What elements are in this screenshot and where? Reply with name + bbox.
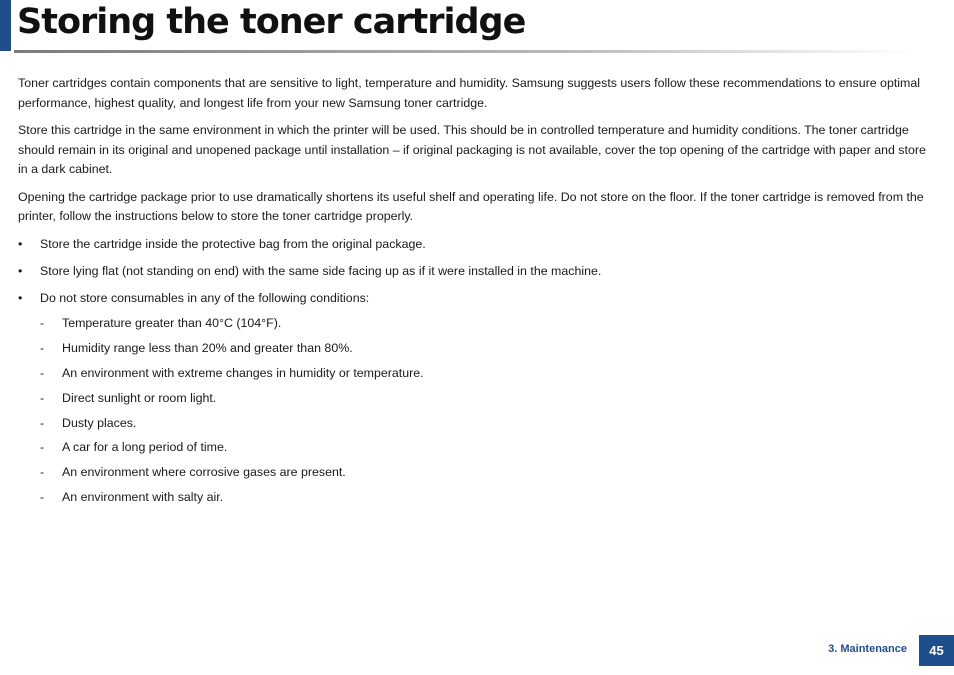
title-underline: [14, 50, 914, 53]
list-item: [40, 414, 936, 434]
list-item: [40, 339, 936, 359]
list-item-text: Store lying flat (not standing on end) with the same side facing up as if it were installed in the machine.: [40, 263, 602, 278]
footer-section-link[interactable]: 3. Maintenance: [828, 643, 907, 655]
dash-marker: -: [40, 465, 45, 480]
page-number-badge: 45: [919, 635, 954, 666]
bullet-marker: •: [18, 263, 23, 278]
storage-environment-paragraph: Store this cartridge in the same environment in which the printer will be used. This should be in controlled temperature and humidity conditions. The toner cartridge should remain in its original and unopened package until installation – if original packaging is not available, cover the top opening of the cartridge with paper and store in a dark cabinet.: [18, 123, 926, 176]
list-item-text: Dusty places.: [62, 415, 137, 430]
list-item-text: Humidity range less than 20% and greater than 80%.: [62, 340, 353, 355]
dash-marker: -: [40, 390, 45, 405]
list-item-text: Temperature greater than 40°C (104°F).: [62, 316, 282, 330]
list-item: [40, 488, 936, 508]
dash-marker: -: [40, 415, 45, 430]
dash-marker: -: [40, 340, 45, 355]
storage-instructions-list: [18, 235, 936, 508]
bullet-marker: •: [18, 290, 23, 305]
dash-marker: -: [40, 316, 45, 330]
dash-marker: -: [40, 365, 45, 380]
list-item-text: An environment where corrosive gases are present.: [62, 465, 346, 480]
dash-marker: -: [40, 440, 45, 455]
intro-paragraph: Toner cartridges contain components that are sensitive to light, temperature and humidity. Samsung suggests users follow these recommendations to ensure optimal performance, highest quality, and longest life from your new Samsung toner cartridge.: [18, 76, 921, 110]
storage-conditions-list: [40, 314, 936, 508]
list-item: [18, 235, 936, 255]
list-item-text: Do not store consumables in any of the following conditions:: [40, 290, 370, 305]
title-accent-bar: [0, 0, 11, 51]
list-item-text: An environment with extreme changes in humidity or temperature.: [62, 365, 424, 380]
list-item-text: Direct sunlight or room light.: [62, 390, 217, 405]
list-item-text: A car for a long period of time.: [62, 440, 228, 455]
page-content: [18, 74, 936, 515]
list-item: [40, 463, 936, 483]
list-item: [40, 364, 936, 384]
list-item-text: Store the cartridge inside the protective bag from the original package.: [40, 236, 426, 251]
page-title: Storing the toner cartridge: [17, 2, 526, 42]
shelf-life-paragraph: Opening the cartridge package prior to use dramatically shortens its useful shelf and operating life. Do not store on the floor. If the toner cartridge is removed from the printer, follow the instructions below to store the toner cartridge properly.: [18, 189, 924, 223]
list-item: [18, 289, 936, 508]
list-item: [18, 262, 936, 282]
dash-marker: -: [40, 490, 45, 505]
list-item: [40, 389, 936, 409]
list-item: [40, 314, 936, 334]
bullet-marker: •: [18, 236, 23, 251]
list-item: [40, 438, 936, 458]
list-item-text: An environment with salty air.: [62, 490, 224, 505]
